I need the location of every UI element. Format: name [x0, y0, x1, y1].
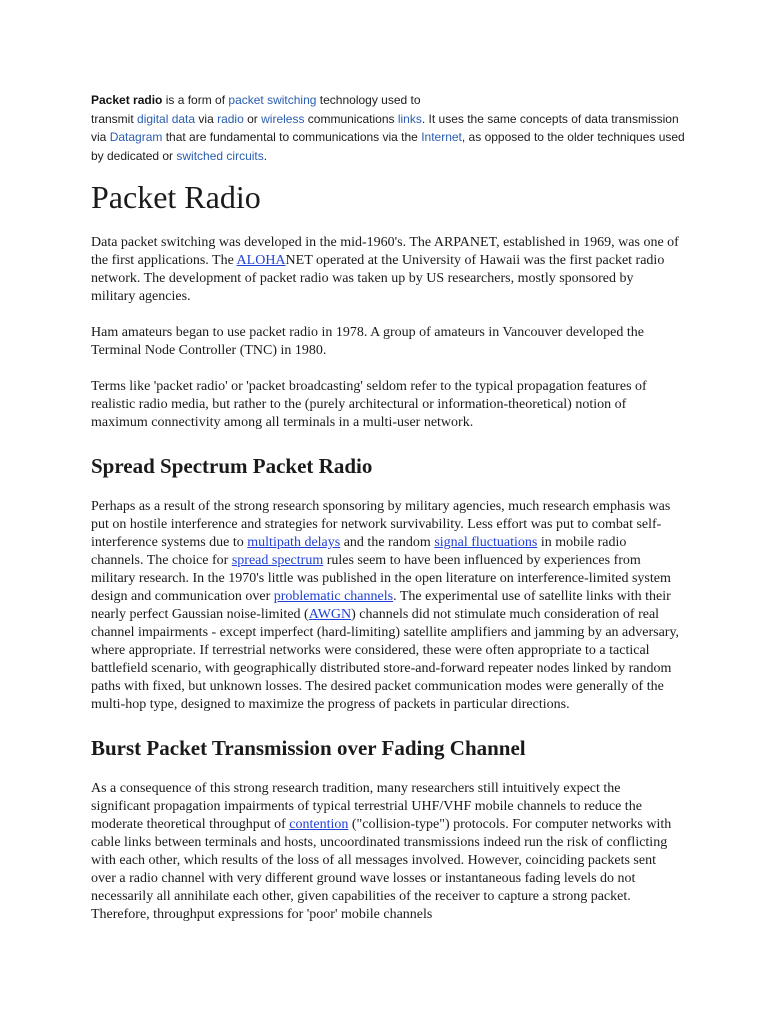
intro-text: , as opposed to the older techniques used by dedicated or	[91, 130, 685, 163]
link-contention[interactable]: contention	[289, 817, 349, 832]
link-wireless[interactable]: wireless	[261, 111, 305, 126]
paragraph-terms: Terms like 'packet radio' or 'packet broadcasting' seldom refer to the typical propagation features of realistic radio media, but rather to the (purely architectural or information-theoretical) notion of maximum connectivity among all terminals in a multi-user network.	[91, 379, 647, 430]
intro-text: that are fundamental to communications via the	[162, 130, 422, 144]
intro-text: via	[195, 111, 218, 126]
paragraph-history	[91, 234, 681, 306]
page-title: Packet Radio	[91, 179, 261, 215]
link-digital-data[interactable]: digital data	[137, 111, 196, 126]
link-signal-fluctuations[interactable]: signal fluctuations	[434, 535, 538, 550]
link-switched-circuits[interactable]: switched circuits	[176, 148, 264, 163]
section-heading-burst-packet: Burst Packet Transmission over Fading Channel	[91, 736, 526, 760]
paragraph-text: in mobile radio channels. The choice for	[91, 535, 627, 568]
paragraph-text: Perhaps as a result of the strong research sponsoring by military agencies, much research emphasis was put on hostile interference and strategies for network survivability. Less effort was put to combat self- interference systems due to	[91, 499, 671, 550]
link-links[interactable]: links	[397, 111, 422, 126]
intro-text: communications	[304, 111, 398, 126]
paragraph-text: . The experimental use of satellite links with their nearly perfect Gaussian noise-limited (	[91, 589, 671, 622]
intro-text: transmit	[91, 111, 138, 126]
intro-text: . It uses the same concepts of data transmission via	[91, 111, 679, 144]
intro-text: .	[263, 148, 268, 163]
intro-paragraph	[91, 91, 691, 165]
link-problematic-channels[interactable]: problematic channels	[273, 589, 394, 604]
link-packet-switching[interactable]: packet switching	[228, 93, 317, 107]
intro-text: technology used to	[316, 93, 421, 107]
paragraph-spread-spectrum	[91, 498, 681, 714]
link-multipath-delays[interactable]: multipath delays	[247, 535, 341, 550]
link-aloha[interactable]: ALOHA	[236, 253, 286, 268]
link-internet[interactable]: Internet	[421, 130, 462, 144]
article-body	[91, 176, 681, 924]
paragraph-text: ("collision-type") protocols. For computer networks with cable links between terminals and hosts, uncoordinated transmissions indeed run the risk of conflicting with each other, which results of the loss of all messages involved. However, coinciding packets sent over a radio channel with very different ground wave losses or instantaneous fading levels do not necessarily all annihilate each other, given capabilities of the receiver to capture a strong packet. Therefore, throughput expressions for 'poor' mobile channels	[91, 817, 672, 922]
paragraph-text: and the random	[340, 535, 435, 550]
paragraph-ham-amateurs: Ham amateurs began to use packet radio in 1978. A group of amateurs in Vancouver developed the Terminal Node Controller (TNC) in 1980.	[91, 325, 644, 358]
paragraph-text: ) channels did not stimulate much consideration of real channel impairments - except imperfect (hard-limiting) satellite amplifiers and jamming by an adversary, where appropriate. If terrestrial networks were considered, these were often appropriate to a tactical battlefield scenario, with geographically distributed store-and-forward repeater nodes linked by random paths with fixed, but unknown losses. The desired packet communication modes were generally of the multi-hop type, designed to maximize the progress of packets in particular directions.	[91, 607, 680, 712]
paragraph-text: As a consequence of this strong research tradition, many researchers still intuitively expect the significant propagation impairments of typical terrestrial UHF/VHF mobile channels to reduce the moderate theoretical throughput of	[91, 781, 642, 832]
intro-text: or	[243, 111, 262, 126]
link-radio[interactable]: radio	[217, 111, 244, 126]
link-spread-spectrum[interactable]: spread spectrum	[231, 553, 324, 568]
intro-text: is a form of	[162, 93, 229, 107]
intro-term: Packet radio	[91, 93, 163, 107]
paragraph-burst-packet	[91, 780, 681, 924]
link-awgn[interactable]: AWGN	[308, 607, 352, 622]
link-datagram[interactable]: Datagram	[109, 130, 163, 144]
paragraph-text: Data packet switching was developed in the mid-1960's. The ARPANET, established in 1969, was one of the first applications. The	[91, 235, 679, 268]
paragraph-text: NET operated at the University of Hawaii was the first packet radio network. The development of packet radio was taken up by US researchers, mostly sponsored by military agencies.	[91, 253, 665, 304]
paragraph-text: rules seem to have been influenced by experiences from military research. In the 1970's little was published in the open literature on interference-limited system design and communication over	[91, 553, 671, 604]
section-heading-spread-spectrum: Spread Spectrum Packet Radio	[91, 454, 373, 478]
